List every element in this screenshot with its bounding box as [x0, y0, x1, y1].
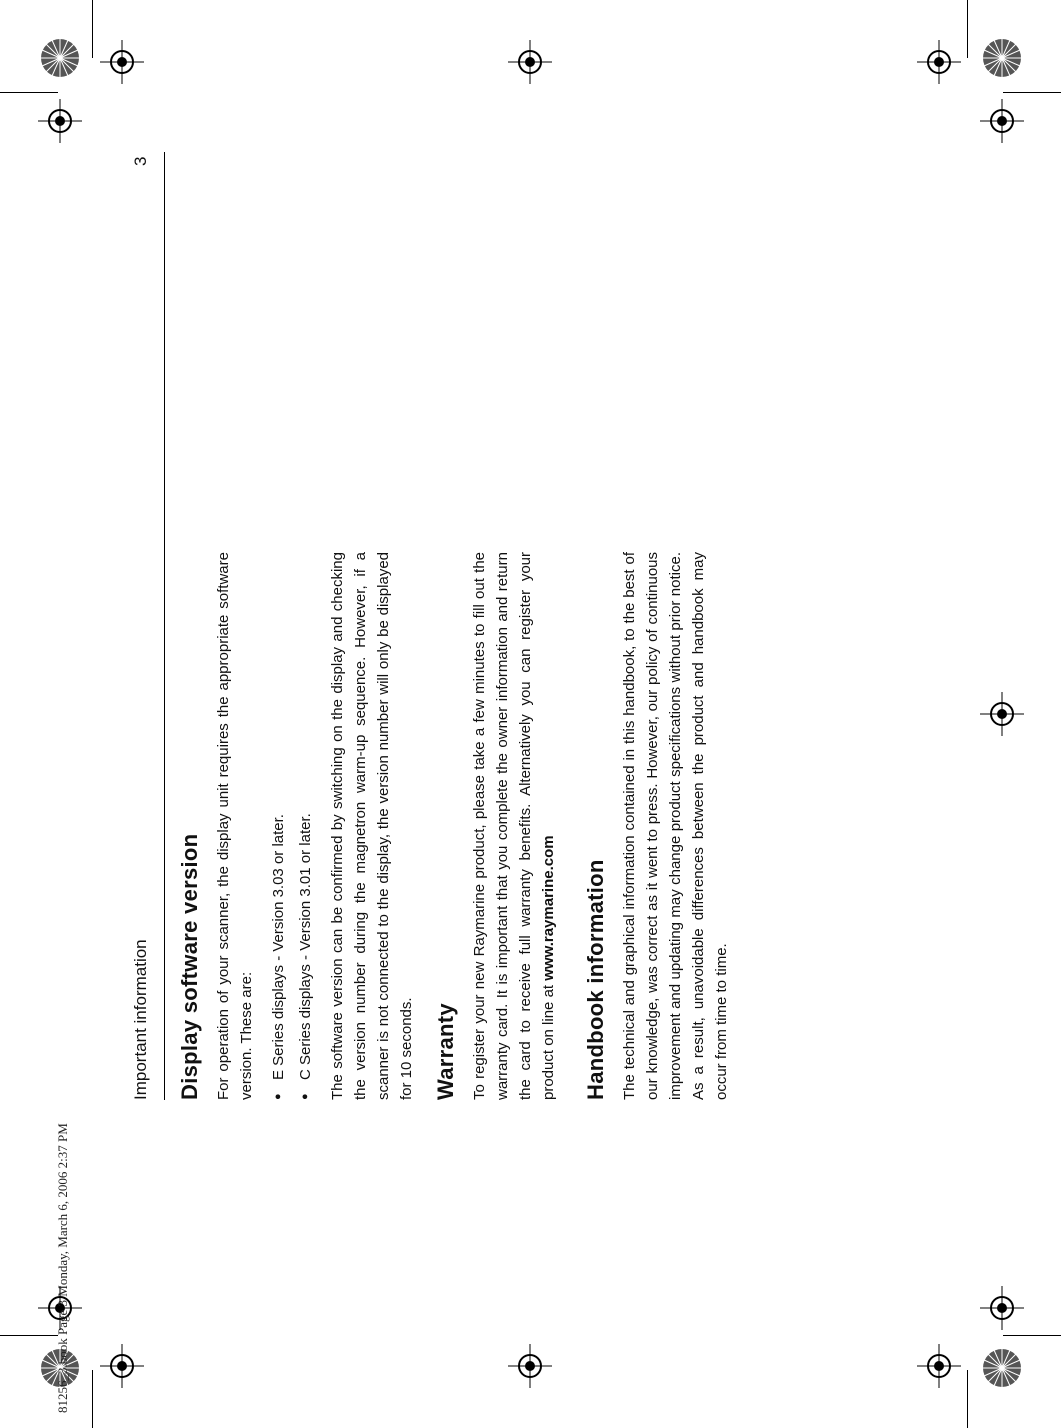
section-paragraph: The software version can be confirmed by switching on the display and checking the version number during the magnetron warm-up sequence. However, if a scanner is not connected to the display, the version number will only be displayed for 10 seconds.: [329, 552, 415, 1100]
section-paragraph: The technical and graphical information contained in this handbook, to the best of our knowledge, was correct as it went to press. However, our policy of continuous improvement and updating may change product specifications without prior notice. As a result, unavoidable differences between the product and handbook may occur from time to time.: [621, 552, 730, 1100]
section-heading: Display software version: [177, 833, 202, 1100]
warranty-text: To register your new Raymarine product, please take a few minutes to fill out the warranty card. It is important that you complete the owner information and return the card to receive full warranty benefits. Alternatively you can register your product on line at: [471, 552, 557, 1100]
website-link[interactable]: www.raymarine.com: [540, 835, 557, 981]
section-warranty: [432, 552, 560, 1100]
section-heading: Warranty: [433, 1003, 458, 1100]
bullet-list: [267, 552, 317, 1100]
running-head: Important information: [131, 939, 150, 1100]
section-handbook: [582, 552, 733, 1100]
page-number: 3: [131, 156, 150, 166]
list-item: ● E Series displays - Version 3.03 or later.: [267, 552, 290, 1100]
section-paragraph: [468, 552, 560, 1100]
header-rule: [164, 152, 165, 1100]
section-heading: Handbook information: [583, 859, 608, 1100]
print-slug: 81256_3.book Page 3 Monday, March 6, 2006 2:37 PM: [55, 1123, 70, 1413]
section-display-software: [176, 552, 418, 1100]
section-paragraph: For operation of your scanner, the display unit requires the appropriate software version. These are:: [215, 552, 255, 1100]
list-item: ● C Series displays - Version 3.01 or later.: [294, 552, 317, 1100]
